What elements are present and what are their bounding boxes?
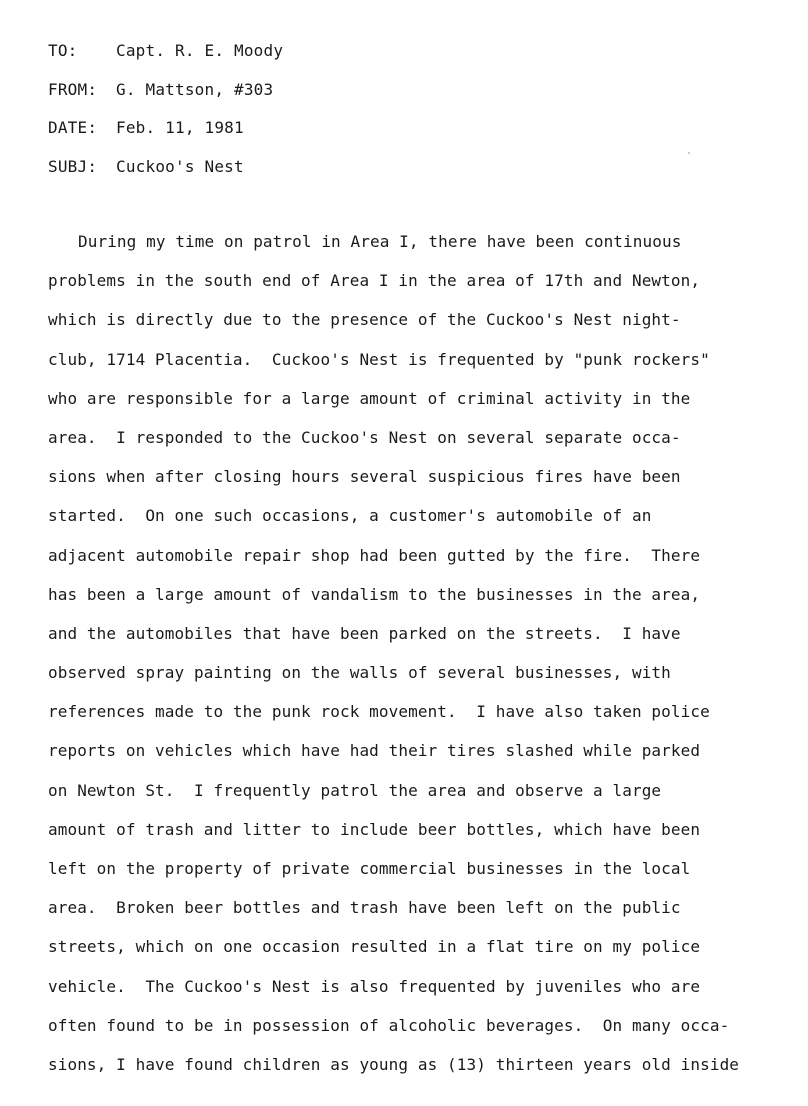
body-line: area. Broken beer bottles and trash have been left on the public — [48, 898, 681, 918]
to-value: Capt. R. E. Moody — [116, 40, 284, 60]
memo-to-row — [48, 31, 283, 70]
body-line: on Newton St. I frequently patrol the area and observe a large — [48, 780, 662, 800]
body-line: vehicle. The Cuckoo's Nest is also frequented by juveniles who are — [48, 976, 701, 996]
memo-date-row — [48, 108, 283, 147]
memo-header — [48, 31, 283, 186]
memo-body — [48, 222, 788, 1084]
memo-from-row — [48, 70, 283, 109]
body-line: reports on vehicles which have had their tires slashed while parked — [48, 741, 701, 761]
body-line: sions when after closing hours several suspicious fires have been — [48, 467, 681, 487]
body-line: left on the property of private commercial businesses in the local — [48, 859, 691, 878]
body-line: often found to be in possession of alcoholic beverages. On many occa- — [48, 1015, 730, 1035]
body-line: amount of trash and litter to include beer bottles, which have been — [48, 819, 701, 839]
body-line: area. I responded to the Cuckoo's Nest on several separate occa- — [48, 427, 681, 447]
from-value: G. Mattson, #303 — [116, 79, 274, 99]
date-value: Feb. 11, 1981 — [116, 118, 244, 138]
body-line: streets, which on one occasion resulted in a flat tire on my police — [48, 937, 701, 957]
body-line: sions, I have found children as young as (13) thirteen years old inside — [48, 1054, 740, 1074]
to-label: TO: — [48, 40, 78, 60]
body-line: which is directly due to the presence of the Cuckoo's Nest night- — [48, 310, 681, 330]
body-line: problems in the south end of Area I in the area of 17th and Newton, — [48, 271, 701, 291]
body-line: started. On one such occasions, a customer's automobile of an — [48, 506, 652, 526]
body-line: who are responsible for a large amount of criminal activity in the — [48, 388, 691, 408]
body-line: references made to the punk rock movement. I have also taken police — [48, 702, 710, 722]
body-line: During my time on patrol in Area I, there have been continuous — [78, 232, 682, 251]
date-label: DATE: — [48, 118, 98, 138]
paper-speck — [688, 152, 690, 154]
subject-label: SUBJ: — [48, 156, 98, 176]
subject-value: Cuckoo's Nest — [116, 156, 244, 176]
body-line: observed spray painting on the walls of several businesses, with — [48, 663, 671, 683]
body-line: club, 1714 Placentia. Cuckoo's Nest is frequented by "punk rockers" — [48, 349, 710, 369]
body-line: has been a large amount of vandalism to the businesses in the area, — [48, 584, 701, 604]
memo-subject-row — [48, 147, 283, 186]
from-label: FROM: — [48, 79, 98, 99]
body-line: adjacent automobile repair shop had been gutted by the fire. There — [48, 545, 701, 565]
body-line: and the automobiles that have been parked on the streets. I have — [48, 623, 681, 643]
